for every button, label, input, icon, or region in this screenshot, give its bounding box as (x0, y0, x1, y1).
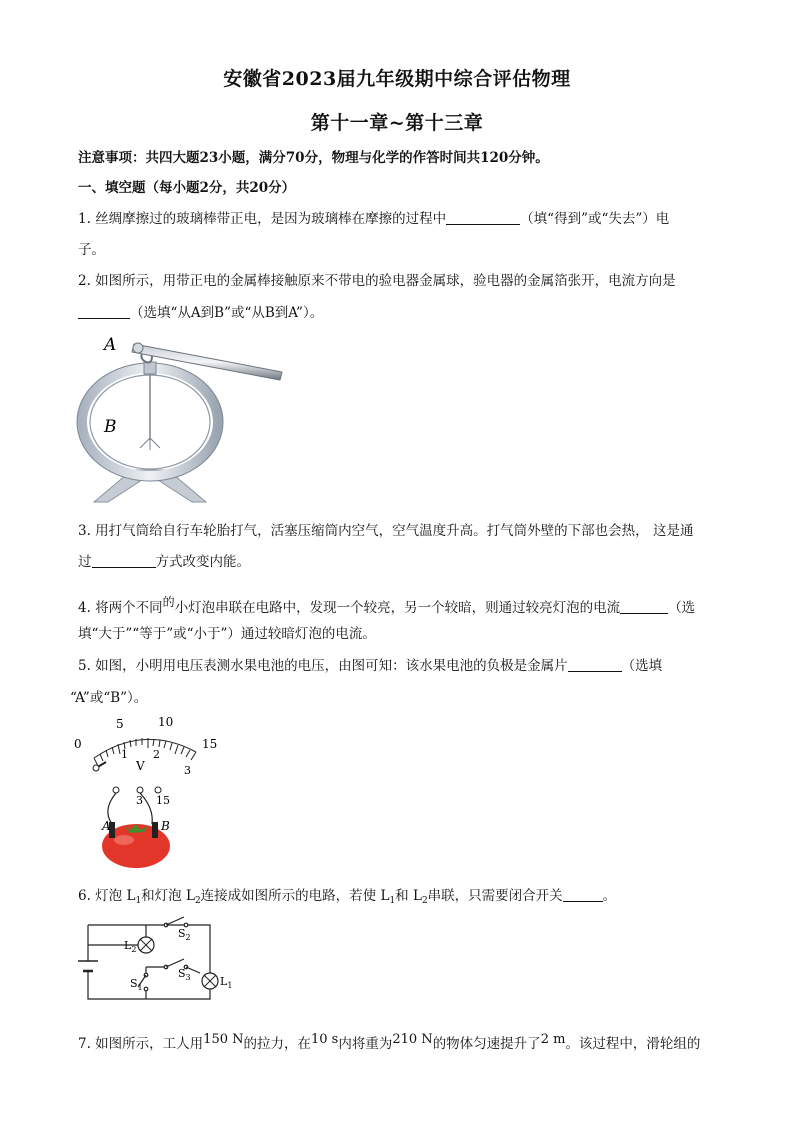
q7-text-b: 的拉力，在 (243, 1036, 311, 1052)
q7-distance: 2 m (540, 1032, 566, 1047)
question-3: 3. 用打气筒给自行车轮胎打气，活塞压缩筒内空气，空气温度升高。打气筒外壁的下部也会热， 这是通 (78, 523, 694, 539)
bulb-l2 (138, 937, 154, 953)
q4-blank[interactable] (620, 599, 668, 614)
q1-text: 1. 丝绸摩擦过的玻璃棒带正电，是因为玻璃棒在摩擦的过程中 (78, 211, 447, 227)
probe-label-b: B (161, 819, 170, 833)
terminal-minus (113, 787, 119, 793)
q6-sub-3: 1 (389, 896, 396, 906)
q3-blank[interactable] (92, 553, 156, 568)
q7-time: 10 s (311, 1032, 339, 1047)
bulb-l1 (202, 973, 218, 989)
terminal-3 (137, 787, 143, 793)
q7-text-e: 。该过程中，滑轮组的 (565, 1036, 701, 1052)
tick-2: 2 (153, 748, 160, 761)
label-b: B (104, 417, 117, 437)
tick-15: 15 (202, 737, 218, 751)
question-1 (78, 209, 669, 229)
metal-leaves (140, 438, 160, 450)
question-6 (78, 886, 616, 911)
tick-1: 1 (121, 748, 128, 761)
q6-text-e: 串联，只需要闭合开关 (427, 888, 563, 904)
question-7 (78, 1030, 700, 1054)
electroscope-figure (74, 330, 294, 510)
question-4 (78, 592, 695, 618)
q4-de: 的 (162, 595, 175, 609)
electrode-b (152, 822, 158, 838)
tick-3: 3 (184, 764, 191, 777)
q6-text-c: 连接成如图所示的电路，若使 L (200, 888, 390, 904)
voltmeter-figure (72, 712, 232, 872)
q7-text-d: 的物体匀速提升了 (432, 1036, 541, 1052)
q2-hint: （选填“从A到B”或“从B到A”）。 (130, 305, 324, 321)
q6-sub-2: 2 (194, 896, 201, 906)
q4-hint: （选 (668, 600, 696, 616)
question-3-cont (78, 552, 250, 572)
q1-blank[interactable] (446, 210, 520, 225)
tick-10: 10 (158, 715, 174, 729)
question-2: 2. 如图所示，用带正电的金属棒接触原来不带电的验电器金属球，验电器的金属箔张开，电流方向是 (78, 273, 676, 289)
q6-sub-4: 2 (421, 896, 428, 906)
question-5-cont: “A”或“B”）。 (70, 690, 148, 706)
label-a: A (104, 335, 117, 355)
q6-sub-1: 1 (135, 896, 142, 906)
voltmeter-scale (94, 738, 196, 766)
q3-text: 过 (78, 554, 92, 570)
exam-subtitle: 第十一章~第十三章 (310, 112, 484, 134)
question-1-cont: 子。 (78, 242, 105, 258)
q1-hint: （填“得到”或“失去”）电 (520, 211, 670, 227)
terminal-label-15: 15 (156, 794, 170, 807)
q7-weight: 210 N (392, 1032, 433, 1047)
q5-blank[interactable] (568, 657, 622, 672)
terminal-label-3: 3 (136, 794, 143, 807)
q7-force: 150 N (203, 1032, 244, 1047)
section-fill-in: 一、填空题（每小题2分，共20分） (78, 180, 296, 196)
q6-text-d: 和 L (395, 888, 422, 904)
unit-v: V (136, 759, 145, 773)
exam-title: 安徽省2023届九年级期中综合评估物理 (223, 68, 571, 90)
circuit-figure (74, 915, 244, 1007)
notice: 注意事项：共四大题23小题，满分70分，物理与化学的作答时间共120分钟。 (78, 150, 549, 166)
q3-hint: 方式改变内能。 (155, 554, 250, 570)
question-4-cont: 填“大于”“等于”或“小于”）通过较暗灯泡的电流。 (78, 626, 376, 642)
q7-text-a: 7. 如图所示，工人用 (78, 1036, 204, 1052)
q2-blank[interactable] (78, 304, 130, 319)
question-5 (78, 656, 662, 676)
q4-text-a: 4. 将两个不同 (78, 600, 163, 616)
tick-5: 5 (116, 717, 124, 731)
probe-label-a: A (102, 819, 111, 833)
q6-blank[interactable] (563, 887, 603, 902)
label-s3: $S_3$ (178, 967, 191, 982)
q6-text-a: 6. 灯泡 L (78, 888, 136, 904)
tick-0: 0 (74, 737, 82, 751)
q7-text-c: 内将重为 (338, 1036, 393, 1052)
label-s1: $S_1$ (130, 977, 143, 992)
label-s2: $S_2$ (178, 927, 191, 942)
metal-ball (133, 343, 143, 353)
q6-text-f: 。 (602, 888, 617, 904)
label-l1: $L_1$ (220, 975, 233, 990)
q5-hint: （选填 (621, 658, 663, 674)
terminal-15 (155, 787, 161, 793)
question-2-cont (78, 303, 323, 323)
q5-text: 5. 如图，小明用电压表测水果电池的电压，由图可知：该水果电池的负极是金属片 (78, 658, 568, 674)
q6-text-b: 和灯泡 L (141, 888, 195, 904)
q4-text-b: 小灯泡串联在电路中，发现一个较亮，另一个较暗，则通过较亮灯泡的电流 (174, 600, 621, 616)
label-l2: $L_2$ (124, 939, 137, 954)
